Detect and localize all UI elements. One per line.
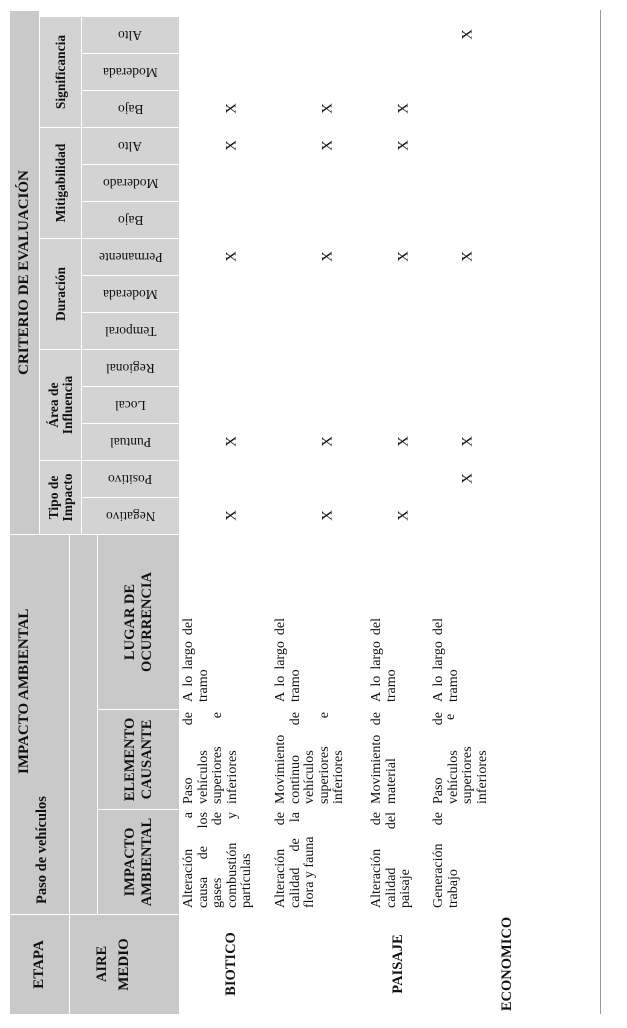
sub-header-label: Permanente	[98, 250, 163, 265]
sub-header-0-0	[82, 497, 180, 534]
row-lugar-0: A lo largo del tramo	[181, 618, 211, 702]
x-mark: X	[459, 251, 476, 262]
sub-header-label: Moderada	[103, 65, 158, 80]
row-medio-0: AIRE	[93, 945, 110, 983]
criteria-group-4: Significancia	[40, 16, 82, 127]
paso-vehiculos-subtitle: Paso de vehículos	[34, 796, 50, 904]
sub-header-1-0	[82, 423, 180, 460]
row-impacto-0: Alteración a causa de los gases de combustión y partículas	[181, 812, 254, 908]
lugar-header: LUGAR DE OCURRENCIA	[98, 534, 180, 709]
row-elemento-connector-3: e	[443, 713, 458, 720]
row-medio-1: BIOTICO	[222, 932, 239, 996]
impacto-ambiental-title: IMPACTO AMBIENTAL	[16, 608, 32, 774]
criteria-group-3: Mitigabilidad	[40, 127, 82, 238]
x-mark: X	[319, 436, 336, 447]
x-mark: X	[395, 140, 412, 151]
row-elemento-1: Movimiento continuo de vehículos superiores e inferiores	[273, 712, 346, 804]
x-mark: X	[319, 251, 336, 262]
x-mark: X	[459, 29, 476, 40]
x-mark: X	[395, 510, 412, 521]
x-mark: X	[223, 251, 240, 262]
sub-header-4-2	[82, 16, 180, 53]
header-gap	[70, 534, 98, 914]
sub-header-2-0	[82, 312, 180, 349]
sub-header-1-1	[82, 386, 180, 423]
x-mark: X	[223, 140, 240, 151]
x-mark: X	[459, 436, 476, 447]
sub-header-2-1	[82, 275, 180, 312]
sub-header-label: Temporal	[104, 324, 157, 339]
sub-header-label: Moderado	[102, 176, 159, 191]
elemento-header: ELEMENTO CAUSANTE	[98, 709, 180, 809]
sub-header-label: Puntual	[109, 435, 152, 450]
sub-header-label: Alto	[118, 139, 143, 154]
row-medio-3: ECONOMICO	[498, 916, 515, 1012]
x-mark: X	[319, 103, 336, 114]
bottom-rule	[600, 10, 601, 1014]
x-mark: X	[395, 436, 412, 447]
x-mark: X	[319, 140, 336, 151]
x-mark: X	[395, 103, 412, 114]
sub-header-3-0	[82, 201, 180, 238]
row-impacto-2: Alteración de calidad del paisaje	[369, 812, 413, 908]
row-impacto-3: Generación de trabajo	[431, 812, 461, 908]
criteria-group-1: Área de Influencia	[40, 349, 82, 460]
sub-header-label: Bajo	[117, 213, 144, 228]
evaluation-table	[10, 10, 610, 1014]
x-mark: X	[223, 510, 240, 521]
row-lugar-1: A lo largo del tramo	[273, 618, 303, 702]
sub-header-label: Bajo	[117, 102, 144, 117]
x-mark: X	[319, 510, 336, 521]
sub-header-4-1	[82, 53, 180, 90]
etapa-header: ETAPA	[10, 914, 70, 1014]
sub-header-label: Regional	[106, 361, 155, 376]
x-mark: X	[395, 251, 412, 262]
x-mark: X	[459, 473, 476, 484]
sub-header-label: Positivo	[108, 472, 153, 487]
row-lugar-3: A lo largo del tramo	[431, 618, 461, 702]
impacto-ambiental-header	[10, 534, 70, 914]
sub-header-3-2	[82, 127, 180, 164]
row-elemento-3: Paso de vehículos superiores inferiores	[431, 712, 490, 804]
row-lugar-2: A lo largo del tramo	[369, 618, 399, 702]
impacto-col-header: IMPACTO AMBIENTAL	[98, 809, 180, 914]
sub-header-1-2	[82, 349, 180, 386]
sub-header-4-0	[82, 90, 180, 127]
criteria-group-0: Tipo de Impacto	[40, 460, 82, 534]
row-elemento-2: Movimiento de material	[369, 712, 399, 804]
criteria-group-2: Duración	[40, 238, 82, 349]
sub-header-2-2	[82, 238, 180, 275]
x-mark: X	[223, 436, 240, 447]
row-medio-2: PAISAJE	[389, 934, 406, 994]
sub-header-3-1	[82, 164, 180, 201]
row-impacto-1: Alteración de calidad de la flora y fauna	[273, 812, 317, 908]
medio-header: MEDIO	[70, 914, 180, 1014]
criterio-header: CRITERIO DE EVALUACIÓN	[10, 10, 40, 534]
sub-header-label: Alto	[118, 28, 143, 43]
sub-header-label: Local	[115, 398, 146, 413]
x-mark: X	[223, 103, 240, 114]
sub-header-0-1	[82, 460, 180, 497]
sub-header-label: Moderada	[103, 287, 158, 302]
row-elemento-0: Paso de vehículos superiores e inferiores	[181, 712, 240, 804]
sub-header-label: Negativo	[105, 509, 156, 524]
